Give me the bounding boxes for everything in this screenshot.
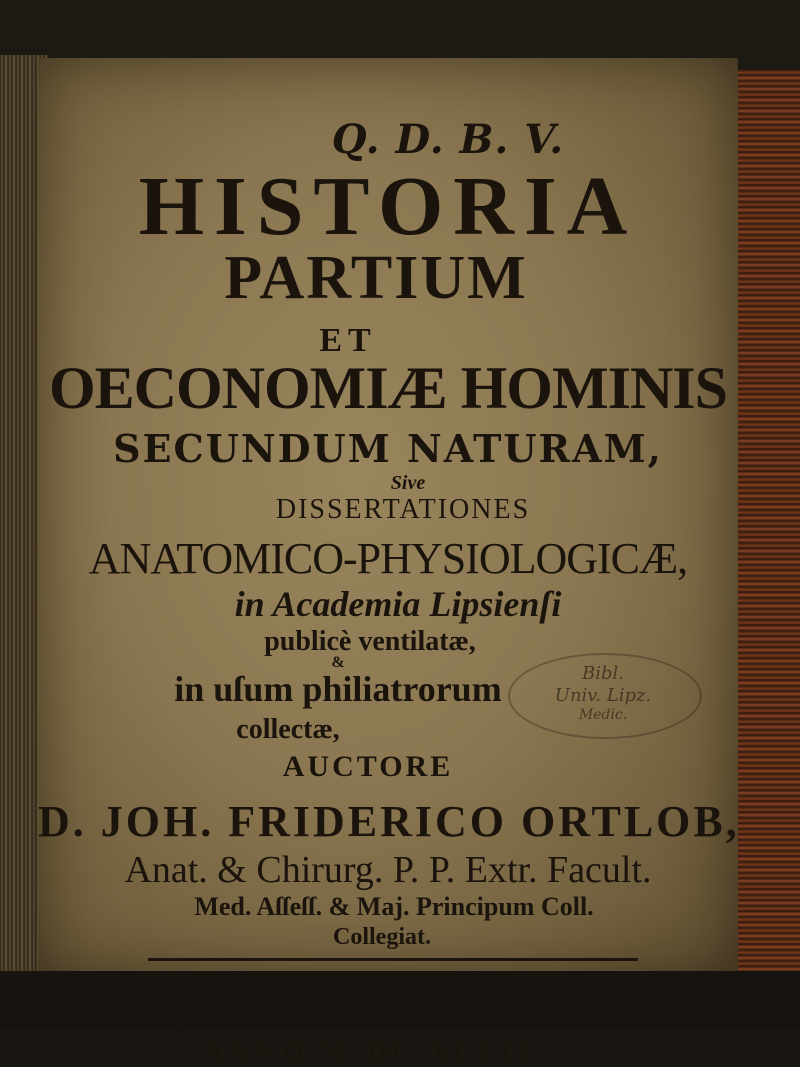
- stamp-text-2: Univ. Lipz.: [554, 685, 652, 706]
- title-historia: HISTORIA: [138, 160, 638, 253]
- author-title-3: Collegiat.: [333, 924, 431, 950]
- author-name: D. JOH. FRIDERICO ORTLOB,: [38, 797, 740, 846]
- imprint-year: ANNO M DC XCVII.: [205, 1038, 547, 1067]
- title-oeconomiae: OECONOMIÆ HOMINIS: [48, 355, 728, 421]
- place-line: in Academia Lipsienſi: [234, 584, 562, 624]
- sive-label: Sive: [390, 472, 426, 494]
- ampersand: &: [331, 654, 345, 671]
- title-page: [38, 58, 740, 1067]
- collectae-line: collectæ,: [236, 714, 340, 745]
- publice-line: publicè ventilatæ,: [264, 626, 476, 657]
- background-bottom: [0, 971, 800, 1029]
- in-usum-line: in uſum philiatrorum: [174, 669, 502, 709]
- author-title-1: Anat. & Chirurg. P. P. Extr. Facult.: [124, 849, 652, 891]
- subject-line: ANATOMICO-PHYSIOLOGICÆ,: [88, 534, 688, 583]
- author-title-2: Med. Aſſeſſ. & Maj. Principum Coll.: [194, 892, 594, 921]
- stamp-text-1: Bibl.: [582, 663, 624, 684]
- title-secundum: SECUNDUM NATURAM,: [113, 426, 663, 471]
- divider-rule: [148, 958, 638, 961]
- title-partium: PARTIUM: [224, 244, 528, 312]
- auctore-label: AUCTORE: [282, 750, 454, 783]
- stamp-text-3: Medic.: [578, 707, 628, 723]
- title-page-text: [38, 58, 740, 1067]
- page-edges-right: [728, 70, 800, 1000]
- dissertationes: DISSERTATIONES: [275, 494, 531, 525]
- library-stamp: [508, 653, 698, 735]
- connector-et: ET: [319, 322, 377, 359]
- initials: Q. D. B. V.: [331, 116, 565, 163]
